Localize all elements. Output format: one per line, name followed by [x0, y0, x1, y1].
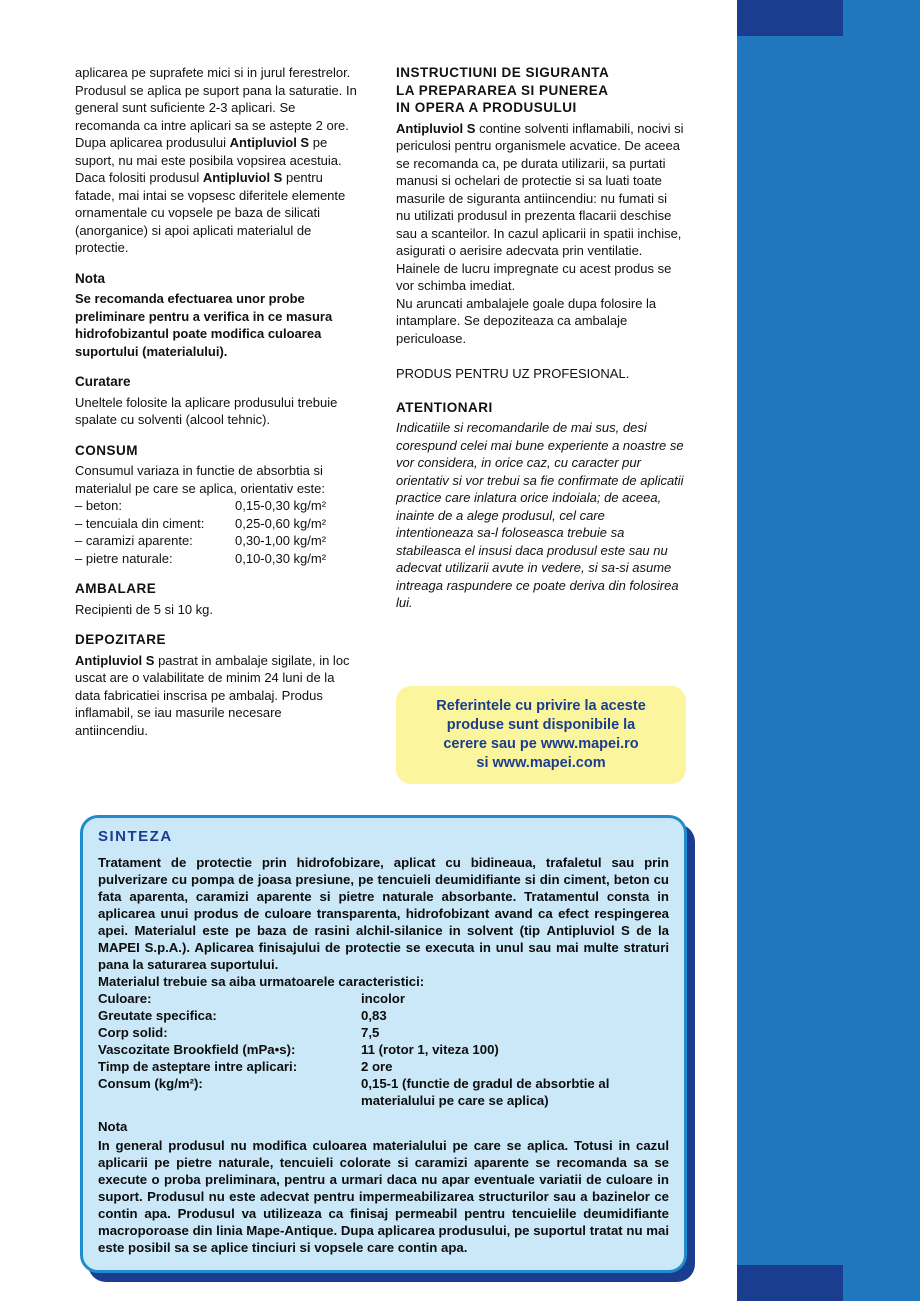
heading-line: IN OPERA A PRODUSULUI: [396, 100, 577, 115]
paragraph: Produsul se aplica pe suport pana la saturatie. In general sunt suficiente 2-3 aplicari. Se recomanda ca intre aplicari sa se astepte 2 ore.: [75, 82, 357, 133]
consum-table: [75, 497, 357, 567]
characteristic-label: Corp solid:: [98, 1025, 168, 1040]
consum-row: [75, 515, 357, 533]
consum-value: 0,30-1,00 kg/m²: [235, 533, 327, 548]
navy-corner-bottom: [737, 1265, 843, 1301]
sinteza-box: [80, 815, 687, 1273]
paragraph: [396, 120, 684, 295]
references-line: Referintele cu privire la aceste: [436, 698, 646, 714]
left-column: [75, 64, 357, 739]
paragraph: Nu aruncati ambalajele goale dupa folosire la intamplare. Se depoziteaza ca ambalaje periculoase.: [396, 295, 657, 346]
text: Tratament de protectie prin hidrofobizare, aplicat cu bidineaua, trafaletul sau prin pulverizare cu pompa de joasa presiune, pe tencuieli deumidifiante si din ciment, beton cu fata aparenta, caramizi aparente si pietre naturale absorbante. Tratamentul consta in aplicarea unui produs de culoare transparenta, hidrofobizant avand ca efect respingerea apei. Materialul este pe baza de rasini alchil-silanice in solvent (tip: [98, 855, 669, 938]
ambalare-heading: AMBALARE: [75, 581, 157, 596]
heading-line: INSTRUCTIUNI DE SIGURANTA: [396, 65, 610, 80]
references-line: si www.mapei.com: [476, 755, 606, 771]
paragraph: Consumul variaza in functie de absorbtia si materialul pe care se aplica, orientativ este:: [75, 463, 326, 496]
blue-band: [737, 0, 920, 1301]
consum-label: – pietre naturale:: [75, 550, 173, 566]
paragraph: [75, 169, 357, 257]
product-name: Antipluviol S: [546, 923, 630, 938]
consum-value: 0,10-0,30 kg/m²: [235, 550, 327, 566]
text: pentru fatade, mai intai se vopsesc diferitele elemente ornamentale cu vopsele pe baza de silicati (anorganice) si apoi aplicati materialul de protectie.: [75, 170, 346, 255]
text: . Dupa aplicarea produsului, pe suportul tratat nu mai este posibil sa se aplice tinciuri si vopsele care contin apa.: [98, 1223, 669, 1255]
characteristic-label: Greutate specifica:: [98, 1008, 217, 1023]
atentionari-text: Indicatiile si recomandarile de mai sus, desi corespund celei mai bune experiente a noastre se vor considera, in orice caz, cu caracter pur orientativ si vor trebui sa fie confirmate de aplicatii practice care inlatura orice indoiala; de aceea, inainte de a alege produsul, cel care intentioneaza sa-l foloseasca trebuie sa stabileasca el insusi daca produsul este sau nu adecvat utilizarii avute in vedere, si sa-si asume intreaga raspundere ce poate deriva din folosirea lui.: [396, 420, 684, 610]
characteristic-row: [98, 1041, 669, 1058]
navy-corner-top: [737, 0, 843, 36]
product-name: Antipluviol S: [202, 170, 283, 185]
sinteza-body: [98, 854, 669, 1256]
heading-line: LA PREPARAREA SI PUNEREA: [396, 82, 609, 98]
atentionari-heading: ATENTIONARI: [396, 399, 493, 415]
references-box: [396, 686, 686, 784]
references-line: produse sunt disponibile la: [446, 717, 636, 733]
paragraph: [75, 652, 357, 740]
consum-label: – tencuiala din ciment:: [75, 515, 205, 531]
characteristic-value: 0,15-1 (functie de gradul de absorbtie al materialului pe care se aplica): [361, 1076, 610, 1108]
consum-row: [75, 532, 357, 550]
characteristic-value: 11 (rotor 1, viteza 100): [361, 1042, 499, 1057]
sinteza-title: SINTEZA: [98, 828, 173, 845]
characteristic-label: Consum (kg/m²):: [98, 1076, 203, 1091]
characteristic-value: 7,5: [361, 1025, 380, 1040]
characteristic-row: [98, 990, 669, 1007]
product-name: Antipluviol S: [229, 135, 310, 150]
characteristic-label: Timp de asteptare intre aplicari:: [98, 1059, 298, 1074]
references-line: cerere sau pe www.mapei.ro: [443, 736, 639, 752]
characteristic-label: Vascozitate Brookfield (mPa•s):: [98, 1042, 296, 1057]
right-column: [396, 64, 684, 612]
nota-heading: Nota: [75, 270, 105, 286]
text: contine solventi inflamabili, nocivi si periculosi pentru organismele acvatice. De aceea se recomanda ca, pe durata utilizarii, sa purtati manusi si ochelari de protectie si sa luati toate masurile de siguranta antiincendiu: nu fumati si nu utilizati produsul in prezenta flacarii deschise sau a scanteilor. In cazul aplicarii in spatii inchise, asigurati o aerisire adecvata prin ventilatie. Hainele de lucru impregnate cu acest produs se vor schimba imediat.: [396, 120, 684, 293]
characteristic-label: Culoare:: [98, 991, 152, 1006]
paragraph: [75, 134, 357, 169]
text: Daca folositi produsul: [75, 170, 203, 185]
text: de la MAPEI S.p.A.). Aplicarea finisajului de protectie se executa in unul sau mai multe straturi pana la saturarea suportului.: [98, 923, 670, 972]
characteristic-row: [98, 1075, 669, 1109]
characteristic-row: [98, 1007, 669, 1024]
sinteza-nota-heading: Nota: [98, 1119, 128, 1134]
sinteza-paragraph: [98, 854, 669, 973]
characteristic-value: incolor: [361, 991, 405, 1006]
consum-heading: CONSUM: [75, 442, 138, 458]
paragraph: Uneltele folosite la aplicare produsului trebuie spalate cu solventi (alcool tehnic).: [75, 394, 338, 427]
depozitare-heading: DEPOZITARE: [75, 632, 167, 647]
consum-value: 0,15-0,30 kg/m²: [235, 498, 327, 513]
product-line-name: Mape-Antique: [246, 1223, 334, 1238]
product-name: Antipluviol S: [75, 652, 155, 668]
text: In general produsul nu modifica culoarea materialului pe care se aplica. Totusi in cazul aplicarii pe pietre naturale, tencuieli colorate si caramizi aparente se recomanda sa se execute o proba preliminara, pentru a urmari daca nu apar eventuale variatii de culoare in suport. Produsul nu este adecvat pentru impermeabilizarea structurilor sau a bazinelor ce contin apa. Produsul va utilizeaza ca finisaj permeabil pentru tencuielile deumidifiante macroporoase din linia: [98, 1138, 669, 1238]
text: Dupa aplicarea produsului: [75, 135, 230, 150]
characteristics-intro: Materialul trebuie sa aiba urmatoarele caracteristici:: [98, 974, 425, 989]
consum-label: – beton:: [75, 498, 122, 513]
paragraph: Recipienti de 5 si 10 kg.: [75, 601, 214, 617]
consum-value: 0,25-0,60 kg/m²: [235, 515, 327, 531]
characteristic-value: 2 ore: [361, 1059, 393, 1074]
text: pe suport, nu mai este posibila vopsirea acestuia.: [75, 135, 342, 168]
sinteza-nota-text: [98, 1137, 669, 1256]
text: pastrat in ambalaje sigilate, in loc uscat are o valabilitate de minim 24 luni de la data fabricatiei inscrisa pe ambalaj. Produs inflamabil, se iau masurile necesare antiincendiu.: [75, 652, 350, 738]
professional-use-note: PRODUS PENTRU UZ PROFESIONAL.: [396, 366, 630, 381]
paragraph: aplicarea pe suprafete mici si in jurul ferestrelor.: [75, 65, 351, 80]
characteristics-table: [98, 990, 669, 1109]
curatare-heading: Curatare: [75, 374, 131, 389]
characteristic-value: 0,83: [361, 1008, 387, 1023]
product-name: Antipluviol S: [396, 120, 476, 136]
consum-row: [75, 550, 357, 568]
consum-label: – caramizi aparente:: [75, 533, 193, 548]
siguranta-heading: [396, 64, 684, 117]
nota-text: Se recomanda efectuarea unor probe preliminare pentru a verifica in ce masura hidrofobizantul poate modifica culoarea suportului (materialului).: [75, 291, 333, 359]
characteristic-row: [98, 1058, 669, 1075]
characteristic-row: [98, 1024, 669, 1041]
consum-row: [75, 497, 357, 515]
